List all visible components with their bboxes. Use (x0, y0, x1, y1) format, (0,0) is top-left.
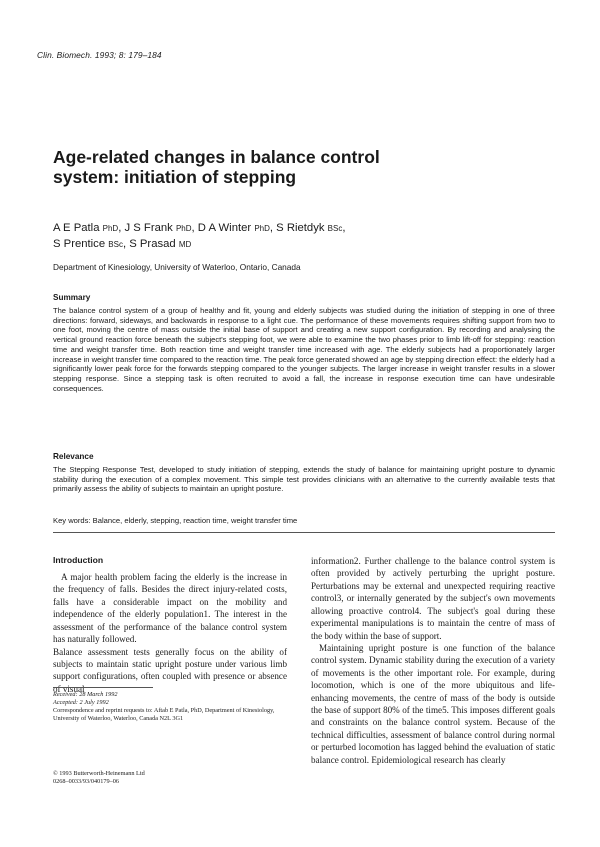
keywords: Key words: Balance, elderly, stepping, reaction time, weight transfer time (53, 516, 298, 525)
author-name: A E Patla (53, 222, 100, 234)
intro-paragraph: Maintaining upright posture is one function of the balance control system. Dynamic stability during the execution of a variety of movements is the other important role. For example, during locomotion, which is one of the more ubiquitous and life-enhancing movements, the centre of mass of the body is outside the base of support 80% of the time5. This imposes different goals and constraints on the balance control system. Because of the technical difficulties, assessment of balance control during normal or perturbed locomotion has lagged behind the evaluation of static balance control. Epidemiological research has clearly (311, 642, 555, 765)
title-line-2: system: initiation of stepping (53, 167, 297, 187)
intro-paragraph: Balance assessment tests generally focus on the ability of subjects to maintain static upright posture under various limb support configurations, often coupled with presence or absence of visual (53, 646, 287, 694)
author-degree: BSc (108, 239, 123, 249)
author-degree: BSc (327, 224, 343, 233)
introduction-right-column (311, 555, 555, 766)
issn-code: 0268–0033/93/040179–06 (53, 778, 119, 786)
summary-text: The balance control system of a group of healthy and fit, young and elderly subjects was studied during the initiation of stepping in one of three directions: forward, sideways, and backwards in response to a light cue. The performance of these movements requires shifting support from two to one foot, moving the centre of mass outside the initial base of support and creating a new support configuration. By recording and analysing the vertical ground reaction force beneath the subject's stepping foot, we were able to examine the two phases prior to limb lift-off for stepping: reaction time and weight transfer time. Both reaction time and weight transfer time increased with age. The elderly subjects had a proportionately larger increase in weight transfer time compared to the reaction time. The peak force generated showed an age by stepping direction effect: the elderly had a significantly lower peak force for the forwards stepping compared to the younger subjects. The larger increase in weight transfer results in a slower stepping response. Since a stepping task is often recruited to avoid a fall, the increase in response execution time can have undesirable consequences. (53, 306, 555, 393)
relevance-text: The Stepping Response Test, developed to study initiation of stepping, extends the study of balance for maintaining upright posture to dynamic stability during the execution of a complex movement. This simple test provides clinicians with an alternative to the currently available tests that primarily assess the ability of subjects to maintain an upright posture. (53, 465, 555, 494)
author-name: S Prentice (53, 237, 106, 250)
author-list: A E Patla PhD, J S Frank PhD, D A Winter PhD, S Rietdyk BSc, S Prentice BSc, S Prasad MD (53, 222, 346, 250)
author-name: S Prasad (129, 237, 176, 250)
copyright-line: © 1993 Butterworth-Heinemann Ltd (53, 770, 145, 777)
correspondence: Correspondence and reprint requests to: Aftab E Patla, PhD, Department of Kinesiology, University of Waterloo, Waterloo, Canada N2L 3G1 (53, 707, 275, 723)
accepted-date: Accepted: 2 July 1992 (53, 699, 109, 707)
article-title (53, 147, 553, 187)
footnote-divider (53, 687, 153, 688)
journal-citation: Clin. Biomech. 1993; 8: 179–184 (37, 50, 162, 60)
intro-paragraph: information2. Further challenge to the balance control system is often provided by actively perturbing the upright posture. Perturbations may be external and unexpected requiring reactive control3, or internally generated by the subject's own movements allowing proactive control4. The subject's goal during these experimental manipulations is to maintain the centre of mass of the body within the base of support. (311, 556, 555, 641)
intro-paragraph: A major health problem facing the elderly is the increase in the frequency of falls. Besides the direct injury-related costs, falls have a considerable impact on the mobility and independence of the elderly population1. The interest in the assessment of the performance of the balance control system has naturally followed. (53, 572, 287, 645)
copyright (53, 770, 289, 786)
author-degree: PhD (254, 224, 270, 233)
title-line-1: Age-related changes in balance control (53, 147, 380, 167)
introduction-left-column (53, 571, 287, 695)
affiliation: Department of Kinesiology, University of Waterloo, Ontario, Canada (53, 262, 301, 272)
summary-heading: Summary (53, 293, 91, 302)
author-name: S Rietdyk (276, 222, 325, 234)
author-name: J S Frank (124, 222, 173, 234)
relevance-heading: Relevance (53, 452, 94, 461)
footnote (53, 691, 289, 723)
author-degree: PhD (175, 224, 192, 233)
received-date: Received: 28 March 1992 (53, 691, 118, 698)
keywords-divider (53, 532, 555, 533)
author-name: D A Winter (197, 222, 252, 234)
author-degree: MD (178, 239, 192, 249)
author-degree: PhD (102, 224, 119, 233)
introduction-heading: Introduction (53, 555, 104, 565)
